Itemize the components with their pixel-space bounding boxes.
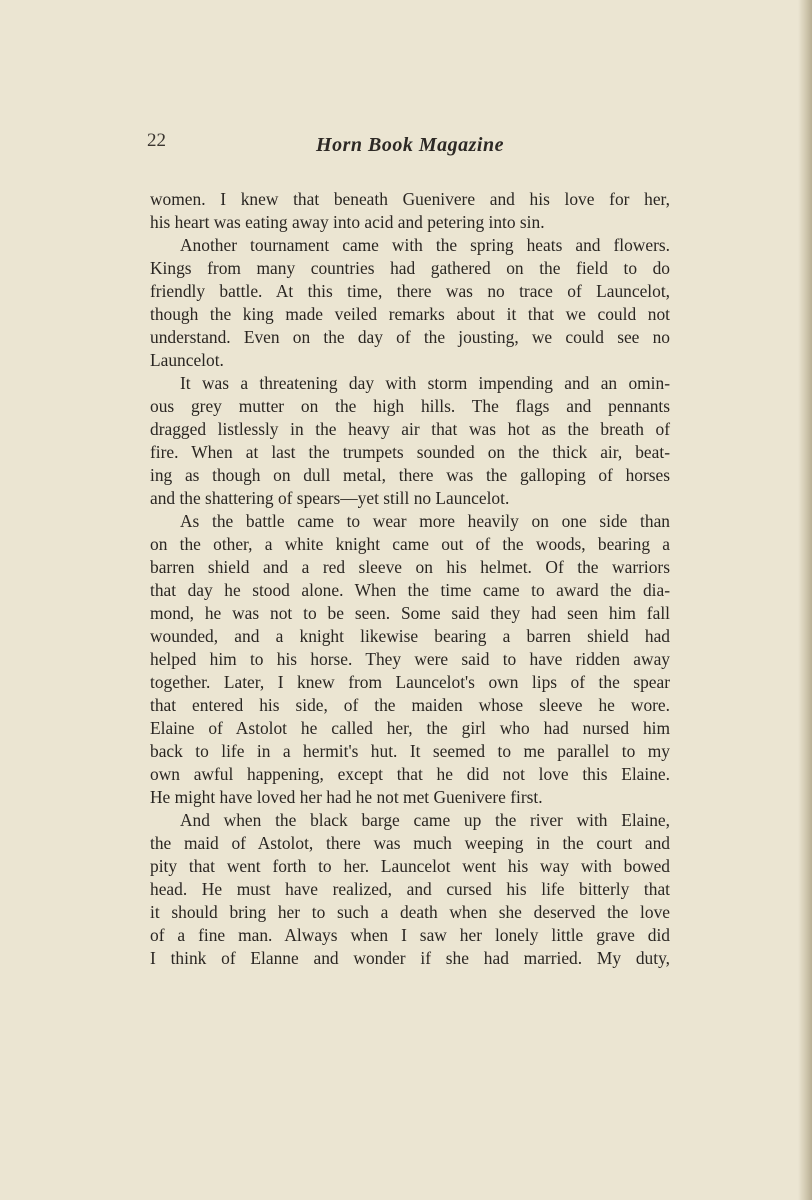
text-line: pity that went forth to her. Launcelot went his way with bowed bbox=[150, 856, 670, 876]
text-line: barren shield and a red sleeve on his helmet. Of the warriors bbox=[150, 557, 670, 577]
text-line: on the other, a white knight came out of the woods, bearing a bbox=[150, 534, 670, 554]
text-line: fire. When at last the trumpets sounded on the thick air, beat- bbox=[150, 442, 670, 462]
text-line: back to life in a hermit's hut. It seemed to me parallel to my bbox=[150, 741, 670, 761]
text-line: It was a threatening day with storm impending and an omin- bbox=[180, 373, 670, 393]
text-line: Another tournament came with the spring heats and flowers. bbox=[180, 235, 670, 255]
text-line: wounded, and a knight likewise bearing a barren shield had bbox=[150, 626, 670, 646]
text-line: own awful happening, except that he did not love this Elaine. bbox=[150, 764, 670, 784]
text-line: dragged listlessly in the heavy air that was hot as the breath of bbox=[150, 419, 670, 439]
text-line: He might have loved her had he not met Guenivere first. bbox=[150, 787, 543, 807]
text-line: and the shattering of spears—yet still no Launcelot. bbox=[150, 488, 510, 508]
text-line: it should bring her to such a death when she deserved the love bbox=[150, 902, 670, 922]
text-line: Kings from many countries had gathered on the field to do bbox=[150, 258, 670, 278]
text-line: understand. Even on the day of the jousting, we could see no bbox=[150, 327, 670, 347]
text-line: that entered his side, of the maiden whose sleeve he wore. bbox=[150, 695, 670, 715]
text-line: ous grey mutter on the high hills. The flags and pennants bbox=[150, 396, 670, 416]
text-line: together. Later, I knew from Launcelot's own lips of the spear bbox=[150, 672, 670, 692]
text-line: though the king made veiled remarks about it that we could not bbox=[150, 304, 670, 324]
running-title: Horn Book Magazine bbox=[316, 134, 504, 156]
text-line: women. I knew that beneath Guenivere and his love for her, bbox=[150, 189, 670, 209]
text-line: As the battle came to wear more heavily on one side than bbox=[180, 511, 670, 531]
text-line: ing as though on dull metal, there was the galloping of horses bbox=[150, 465, 670, 485]
text-line: his heart was eating away into acid and petering into sin. bbox=[150, 212, 545, 232]
page-edge-shadow bbox=[798, 0, 812, 1200]
text-line: helped him to his horse. They were said to have ridden away bbox=[150, 649, 670, 669]
text-line: that day he stood alone. When the time came to award the dia- bbox=[150, 580, 670, 600]
text-line: head. He must have realized, and cursed his life bitterly that bbox=[150, 879, 670, 899]
text-line: mond, he was not to be seen. Some said they had seen him fall bbox=[150, 603, 670, 623]
body-text bbox=[150, 188, 670, 970]
text-line: And when the black barge came up the river with Elaine, bbox=[180, 810, 670, 830]
text-line: Launcelot. bbox=[150, 350, 224, 370]
page-number: 22 bbox=[147, 130, 166, 151]
text-line: Elaine of Astolot he called her, the girl who had nursed him bbox=[150, 718, 670, 738]
text-line: friendly battle. At this time, there was no trace of Launcelot, bbox=[150, 281, 670, 301]
text-line: I think of Elanne and wonder if she had married. My duty, bbox=[150, 948, 670, 968]
text-line: the maid of Astolot, there was much weeping in the court and bbox=[150, 833, 670, 853]
text-line: of a fine man. Always when I saw her lonely little grave did bbox=[150, 925, 670, 945]
